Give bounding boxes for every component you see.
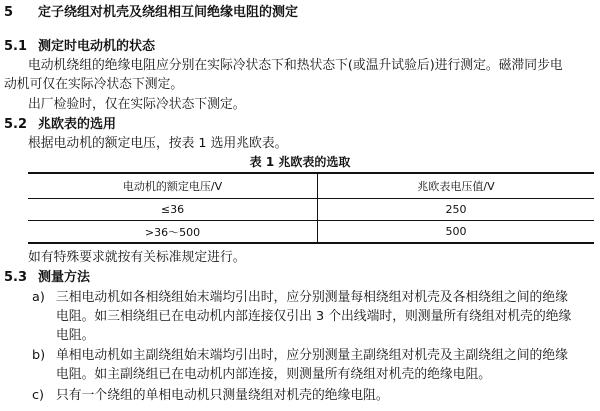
list-item-a-line [32, 289, 568, 307]
table-caption: 表 1 兆欧表的选取 [249, 155, 351, 169]
megohmmeter-selection-table [28, 172, 594, 244]
paragraph: 如有特殊要求就按有关标准规定进行。 [28, 250, 246, 265]
section-number: 5.1 [4, 39, 28, 54]
list-item-text: 只有一个绕组的单相电动机只测量绕组对机壳的绝缘电阻。 [56, 388, 389, 403]
list-item-text: 三相电动机如各相绕组始末端均引出时，应分别测量每相绕组对机壳及各相绕组之间的绝缘 [56, 290, 568, 305]
table-cell: 250 [318, 199, 595, 221]
table-cell: >36～500 [28, 221, 318, 244]
list-item-b-line [32, 347, 568, 365]
table-cell: 500 [318, 221, 595, 244]
paragraph-line: 电动机绕组的绝缘电阻应分别在实际冷状态下和热状态下(或温升试验后)进行测定。磁滞同步电 [28, 58, 563, 73]
paragraph: 出厂检验时，仅在实际冷状态下测定。 [28, 97, 246, 112]
section-5-heading [4, 4, 298, 22]
table-row [28, 221, 594, 244]
list-item-text: 单相电动机如主副绕组始末端均引出时，应分别测量主副绕组对机壳及主副绕组之间的绝缘 [56, 348, 568, 363]
table-header-row [28, 173, 594, 199]
section-title: 测定时电动机的状态 [38, 39, 156, 54]
section-title: 测量方法 [38, 270, 91, 285]
table-cell: ≤36 [28, 199, 318, 221]
section-number: 5.3 [4, 270, 28, 285]
list-item-text: 电阻。如三相绕组已在电动机内部连接仅引出 3 个出线端时，则测量所有绕组对机壳的绝缘 [56, 309, 572, 324]
list-item-text: 电阻。如主副绕组已在电动机内部连接，则测量所有绕组对机壳的绝缘电阻。 [56, 367, 492, 382]
table-row [28, 199, 594, 221]
section-5-3-heading [4, 269, 90, 287]
section-number: 5 [4, 5, 14, 20]
list-item-c-line [32, 387, 389, 405]
list-marker: c) [32, 388, 45, 403]
section-5-2-heading [4, 116, 116, 134]
list-marker: b) [32, 348, 46, 363]
list-item-text: 电阻。 [56, 328, 95, 343]
section-title: 兆欧表的选用 [38, 117, 117, 132]
table-header-cell: 电动机的额定电压/V [28, 173, 318, 199]
table-header-cell: 兆欧表电压值/V [318, 173, 595, 199]
paragraph: 根据电动机的额定电压，按表 1 选用兆欧表。 [28, 136, 288, 151]
section-title: 定子绕组对机壳及绕组相互间绝缘电阻的测定 [38, 5, 299, 20]
paragraph-line: 动机可仅在实际冷状态下测定。 [4, 77, 184, 92]
list-marker: a) [32, 290, 45, 305]
section-number: 5.2 [4, 117, 28, 132]
section-5-1-heading [4, 38, 155, 56]
